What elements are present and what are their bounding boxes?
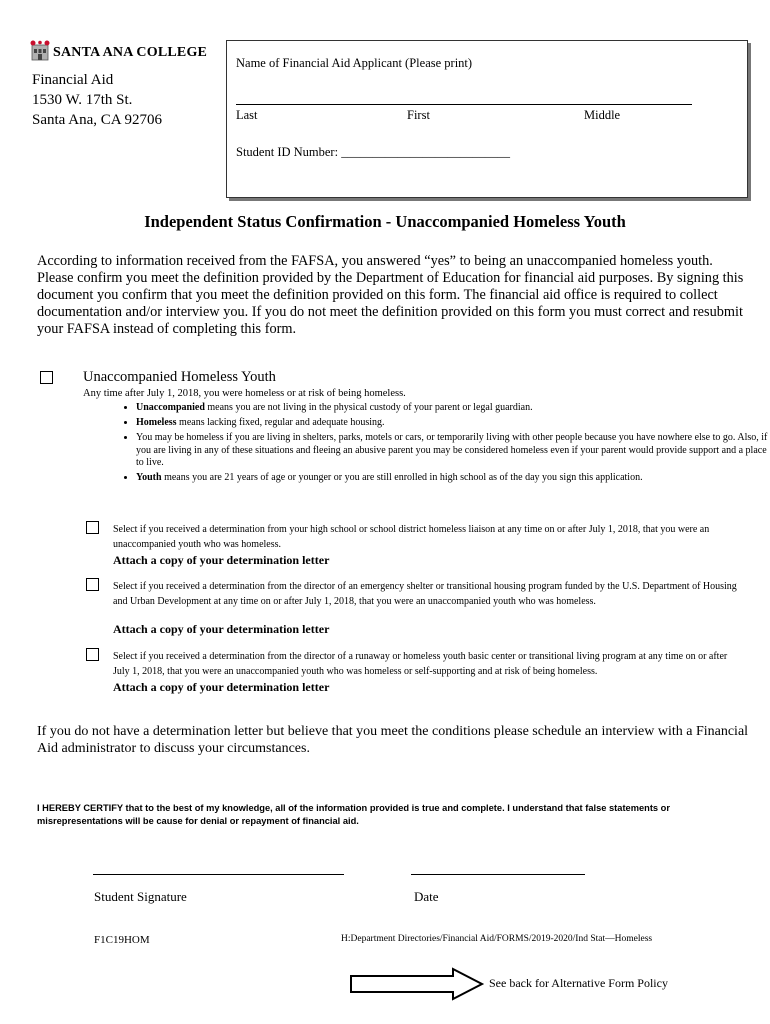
homeless-youth-checkbox[interactable]	[40, 371, 53, 384]
shelter-determination-checkbox[interactable]	[86, 578, 99, 591]
selection-text: Select if you received a determination from your high school or school district homeless liaison at any time on or after July 1, 2018, that you were an unaccompanied youth who was homeless.	[113, 524, 710, 550]
certification-statement: I HEREBY CERTIFY that to the best of my knowledge, all of the information provided is true and complete. I understand that false statements or misrepresentations will be cause for denial or repayment of financial aid.	[37, 803, 670, 826]
definition-list	[112, 402, 770, 487]
attach-instruction: Attach a copy of your determination letter	[113, 622, 330, 636]
signature-line[interactable]	[93, 874, 344, 875]
student-id-field[interactable]: Student ID Number: ___________________________	[236, 145, 510, 159]
liaison-determination-checkbox[interactable]	[86, 521, 99, 534]
selection-text: Select if you received a determination from the director of a runaway or homeless youth basic center or transitional living program at any time on or after July 1, 2018, that you were an unaccompanied youth who was homeless or self-supporting and at risk of being homeless.	[113, 651, 728, 677]
applicant-name-label: Name of Financial Aid Applicant (Please print)	[236, 56, 473, 70]
form-code: F1C19HOM	[94, 934, 150, 946]
street-address: 1530 W. 17th St.	[32, 92, 133, 108]
applicant-info-box	[226, 40, 748, 198]
no-letter-paragraph: If you do not have a determination letter but believe that you meet the conditions please schedule an interview with a Financial Aid administrator to discuss your circumstances.	[37, 724, 749, 756]
option-title: Unaccompanied Homeless Youth	[83, 369, 276, 385]
list-item: • Unaccompanied means you are not living in the physical custody of your parent or legal guardian.	[136, 402, 770, 415]
intro-paragraph: According to information received from the FAFSA, you answered “yes” to being an unaccompanied homeless youth. Please confirm you meet the definition provided by the Department of Education for financial aid purposes. By signing this document you confirm that you meet the definition provided on this form. The financial aid office is required to collect documentation and/or interview you. If you do not meet the definition provided on this form you must correct and resubmit your FAFSA instead of completing this form.	[37, 253, 744, 337]
middle-name-label: Middle	[584, 108, 621, 122]
applicant-name-field[interactable]	[236, 104, 692, 105]
list-item: • You may be homeless if you are living in shelters, parks, motels or cars, or temporarily living with other people because you have nowhere else to go. Also, if you are living in any of these situations and fleeing an abusive parent you may be considered homeless even if your parent would provide support and a place to live.	[136, 432, 770, 470]
department-name: Financial Aid	[32, 72, 114, 88]
last-name-label: Last	[236, 108, 258, 122]
city-address: Santa Ana, CA 92706	[32, 112, 162, 128]
date-line[interactable]	[411, 874, 585, 875]
college-name: SANTA ANA COLLEGE	[53, 45, 208, 60]
selection-text: Select if you received a determination from the director of an emergency shelter or transitional housing program funded by the U.S. Department of Housing and Urban Development at any time on or after July 1, 2018, that you were an unaccompanied youth who was homeless.	[113, 581, 737, 607]
first-name-label: First	[407, 108, 430, 122]
signature-label: Student Signature	[94, 889, 187, 904]
attach-instruction: Attach a copy of your determination letter	[113, 680, 330, 694]
form-title: Independent Status Confirmation - Unaccompanied Homeless Youth	[144, 212, 626, 231]
date-label: Date	[414, 889, 439, 904]
see-back-note: See back for Alternative Form Policy	[489, 976, 668, 990]
college-logo-icon	[30, 40, 50, 62]
arrow-right-icon	[349, 967, 485, 1001]
option-subtitle: Any time after July 1, 2018, you were homeless or at risk of being homeless.	[83, 388, 406, 399]
runaway-center-determination-checkbox[interactable]	[86, 648, 99, 661]
attach-instruction: Attach a copy of your determination letter	[113, 553, 330, 567]
list-item: • Homeless means lacking fixed, regular and adequate housing.	[136, 417, 770, 430]
file-path: H:Department Directories/Financial Aid/FORMS/2019-2020/Ind Stat—Homeless	[341, 934, 653, 944]
list-item: • Youth means you are 21 years of age or younger or you are still enrolled in high school as of the day you sign this application.	[136, 472, 770, 485]
